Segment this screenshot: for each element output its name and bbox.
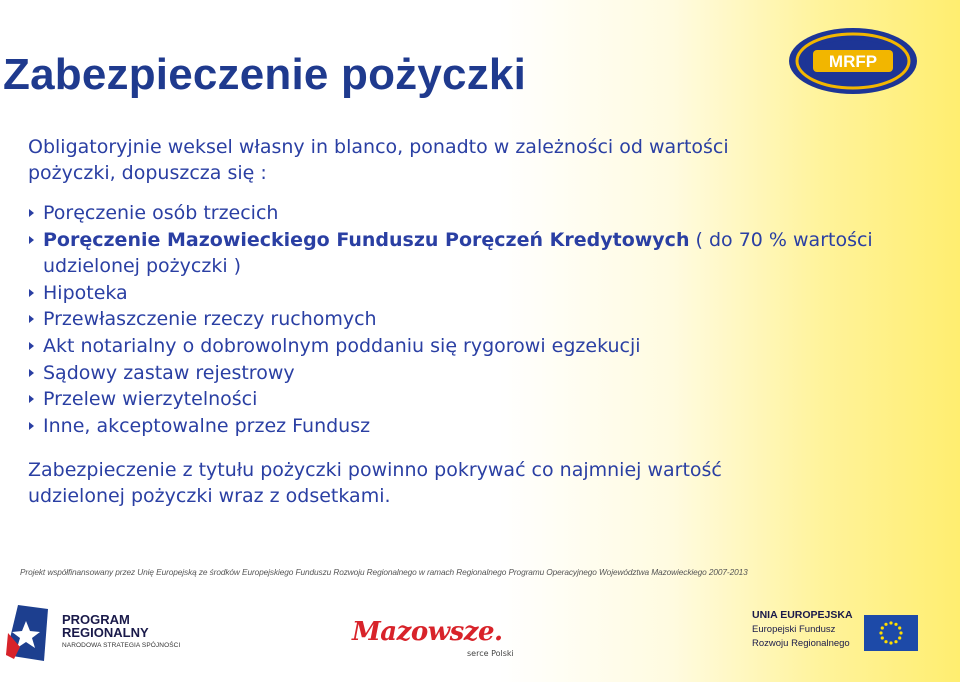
security-list xyxy=(28,200,928,439)
list-item-label: Przewłaszczenie rzeczy ruchomych xyxy=(43,308,377,331)
program-line2: REGIONALNY xyxy=(62,625,149,640)
eu-logo xyxy=(752,609,932,669)
page-title: Zabezpieczenie pożyczki xyxy=(3,50,526,99)
eu-title: UNIA EUROPEJSKA xyxy=(752,609,853,621)
list-item-label-bold: Poręczenie Mazowieckiego Funduszu Poręczeń Kredytowych xyxy=(43,228,690,251)
bullet-icon xyxy=(29,315,34,323)
eu-line1: Europejski Fundusz xyxy=(752,624,836,635)
list-item xyxy=(28,200,928,227)
intro-text: Obligatoryjnie weksel własny in blanco, ponadto w zależności od wartości pożyczki, dopuszcza się : xyxy=(28,136,729,184)
program-subtitle: NARODOWA STRATEGIA SPÓJNOŚCI xyxy=(62,642,181,649)
list-item-label: Inne, akceptowalne przez Fundusz xyxy=(43,414,371,437)
mrfp-logo-text: MRFP xyxy=(828,52,878,71)
outro-text: Zabezpieczenie z tytułu pożyczki powinno pokrywać co najmniej wartość udzielonej pożyczki wraz z odsetkami. xyxy=(28,459,722,508)
mazowsze-logo xyxy=(352,617,514,658)
mazowsze-wordmark: Mazowsze. xyxy=(352,617,503,647)
list-item xyxy=(28,360,928,387)
bullet-icon xyxy=(29,369,34,377)
content xyxy=(28,134,928,509)
list-item xyxy=(28,386,928,413)
list-item xyxy=(28,413,928,440)
footer-logos xyxy=(0,595,960,682)
bullet-icon xyxy=(29,236,34,244)
list-item-label: Sądowy zastaw rejestrowy xyxy=(43,361,295,384)
cofinancing-note: Projekt współfinansowany przez Unię Europejską ze środków Europejskiego Funduszu Rozwoju Regionalnego w ramach Regionalnego Programu Operacyjnego Województwa Mazowieckiego 2007-2013 xyxy=(20,567,748,577)
eu-line2: Rozwoju Regionalnego xyxy=(752,638,850,649)
list-item-label-rest: ( do 70 % wartości udzielonej pożyczki ) xyxy=(43,228,873,278)
list-item xyxy=(28,333,928,360)
bullet-icon xyxy=(29,395,34,403)
bullet-icon xyxy=(29,422,34,430)
program-regionalny-logo xyxy=(4,603,194,663)
mazowsze-tagline: serce Polski xyxy=(467,649,514,658)
mrfp-logo xyxy=(787,26,919,96)
eu-flag-icon xyxy=(864,615,918,651)
bullet-icon xyxy=(29,289,34,297)
list-item-label: Przelew wierzytelności xyxy=(43,388,258,411)
list-item-label: Akt notarialny o dobrowolnym poddaniu się rygorowi egzekucji xyxy=(43,334,641,357)
bullet-icon xyxy=(29,342,34,350)
list-item xyxy=(28,306,928,333)
bullet-icon xyxy=(29,209,34,217)
list-item xyxy=(28,280,928,307)
list-item-label: Poręczenie osób trzecich xyxy=(43,202,279,224)
program-line1: PROGRAM xyxy=(62,612,130,627)
list-item-label: Hipoteka xyxy=(43,281,128,304)
program-regionalny-emblem-icon xyxy=(4,603,54,663)
list-item xyxy=(28,227,928,280)
